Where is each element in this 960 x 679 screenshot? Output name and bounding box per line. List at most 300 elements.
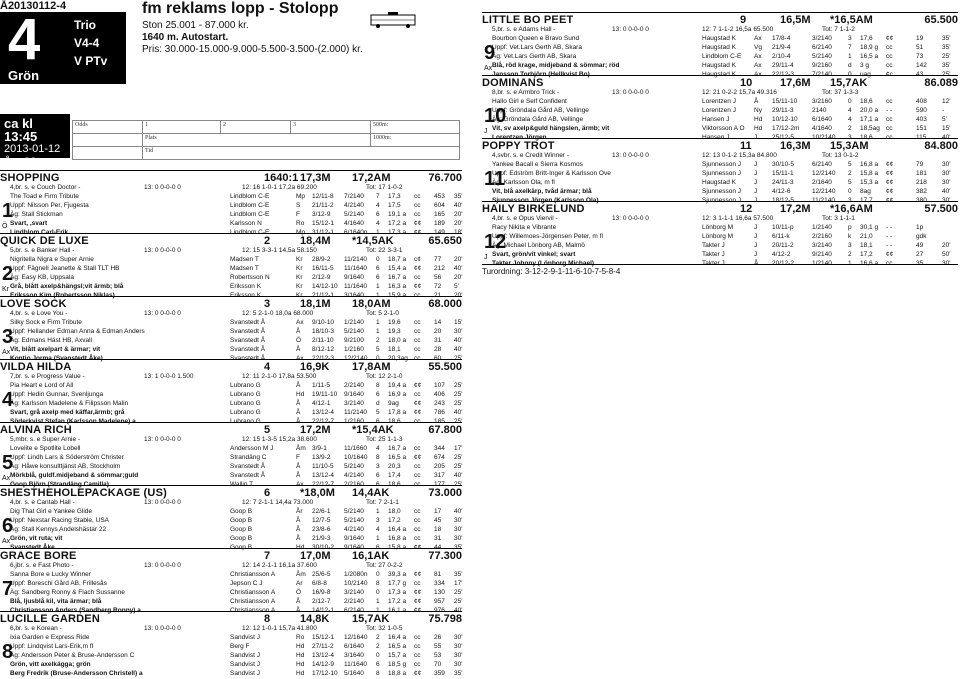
start-plc: 0 xyxy=(376,652,380,659)
race-condition-line: Pris: 30.000-15.000-9.000-5.500-3.500-(2.000) kr. xyxy=(142,44,363,55)
horse-header xyxy=(0,611,462,624)
start-tr: Hansen J xyxy=(702,134,730,141)
horse-summary xyxy=(10,499,462,508)
horse-detail-row xyxy=(10,508,462,517)
start-pos: Ro xyxy=(296,220,305,227)
horse-detail-row xyxy=(10,319,462,328)
start-pr: 25' xyxy=(454,463,463,470)
start-pos: Ar xyxy=(296,580,303,587)
horse-entry xyxy=(0,611,463,677)
summary-field: 4,br. s. e Couch Doctor - xyxy=(10,184,81,191)
horse-entry xyxy=(0,296,463,362)
horse-detail-row xyxy=(10,571,462,580)
start-dst: 5/2140 xyxy=(344,463,364,470)
start-odd: 21 xyxy=(434,292,442,299)
horse-entry xyxy=(482,201,958,267)
start-tim: 30,1 g xyxy=(860,224,879,231)
start-odd: 317 xyxy=(434,472,445,479)
start-plc: 6 xyxy=(376,391,380,398)
start-shoe: ¢¢ xyxy=(414,283,422,290)
start-shoe: cc xyxy=(414,193,421,200)
start-odd: 81 xyxy=(434,571,442,578)
start-shoe: ¢¢ xyxy=(414,589,422,596)
start-pr: 25' xyxy=(942,71,951,78)
start-pos: Hd xyxy=(296,544,305,551)
horse-detail-row xyxy=(10,211,462,220)
horse-start-number: 6 xyxy=(264,487,271,499)
start-plc: 3 xyxy=(848,197,852,204)
start-pr: 30' xyxy=(454,634,463,641)
start-odd: 957 xyxy=(434,598,445,605)
start-dst: 3/2140 xyxy=(344,589,364,596)
horse-detail-info: Svanstedt Åke xyxy=(10,544,55,551)
horse-detail-info: Uppf: Fägnell Jeanette & Stall TLT HB xyxy=(10,265,120,272)
start-tim: uag xyxy=(860,71,871,78)
start-dst: 3/2140 xyxy=(812,242,832,249)
start-odd: 26 xyxy=(434,634,442,641)
start-tim: 17,7 xyxy=(860,197,873,204)
start-plc: 0 xyxy=(848,188,852,195)
start-tr: Svanstedt Å xyxy=(230,472,266,479)
start-pos: Å xyxy=(296,517,301,524)
start-dst: 6/1640 xyxy=(812,116,832,123)
horse-summary xyxy=(492,215,958,224)
start-odd: 56 xyxy=(434,274,442,281)
start-pos: Kr xyxy=(296,256,303,263)
start-pos: S xyxy=(296,202,301,209)
start-plc: 1 xyxy=(376,328,380,335)
start-tr: Madsen T xyxy=(230,256,259,263)
start-shoe: c¢ xyxy=(414,256,421,263)
start-shoe: cc xyxy=(414,535,421,542)
start-dst: 9/1640 xyxy=(344,391,364,398)
start-pos: Å xyxy=(754,98,759,105)
start-odd: 79 xyxy=(916,161,924,168)
start-dst: 1/2140 xyxy=(344,319,364,326)
start-odd: 77 xyxy=(434,256,442,263)
summary-field: 5,br. s. e Banker Hall - xyxy=(10,247,75,254)
start-tim: 18,6 xyxy=(388,481,401,488)
start-plc: 1 xyxy=(376,607,380,614)
start-odd: 344 xyxy=(434,445,445,452)
summary-field: 13: 0 0-0-0 0 xyxy=(612,152,649,159)
start-plc: 7 xyxy=(848,44,852,51)
horse-detail-info: Nigritella Nigra e Super Arnie xyxy=(10,256,94,263)
start-pos: Ax xyxy=(296,355,304,362)
horse-record-auto: 15,7AK xyxy=(352,613,390,625)
start-plc: 8 xyxy=(376,454,380,461)
start-shoe: cc xyxy=(414,526,421,533)
start-tr: Christiansson A xyxy=(230,571,276,578)
start-dat: 17/12-10 xyxy=(312,670,338,677)
start-pr: 5' xyxy=(454,283,459,290)
start-pos: Kr xyxy=(296,292,303,299)
start-pr: 40' xyxy=(454,265,463,272)
start-dst: 1/2160 xyxy=(344,418,364,425)
horse-entry xyxy=(0,485,463,551)
start-tim: 19,1 a xyxy=(388,211,407,218)
start-pr: 18' xyxy=(454,229,463,236)
start-pos: Å xyxy=(296,463,301,470)
horse-side-code: Ax xyxy=(2,475,11,482)
horse-post-number: 12 xyxy=(484,231,507,253)
horse-detail-info: Lindblom Carl-Erik xyxy=(10,229,69,236)
start-dat: 4/12-1 xyxy=(312,400,331,407)
odds-col-3: 3 xyxy=(291,121,371,134)
start-tim: 17,2 a xyxy=(388,598,407,605)
start-dst: 3/2160 xyxy=(812,98,832,105)
start-tim: 16,9 a xyxy=(388,391,407,398)
start-shoe: cc xyxy=(414,337,421,344)
start-odd: 107 xyxy=(434,382,445,389)
horse-start-number: 1640:1 xyxy=(264,172,299,184)
start-pos: Ny xyxy=(754,107,762,114)
horse-detail-row xyxy=(492,161,958,170)
race-condition-line: Ston 25.001 - 87.000 kr. xyxy=(142,20,249,31)
race-number: 4 xyxy=(8,7,41,72)
start-shoe: cc xyxy=(414,445,421,452)
horse-detail-info: Uppf: Edström Britt-Inger & Karlsson Ove xyxy=(492,170,611,177)
horse-record-auto: 15,3AM xyxy=(830,140,869,152)
horse-list-left xyxy=(0,0,463,677)
start-pos: Ax xyxy=(296,481,304,488)
horse-detail-row xyxy=(492,242,958,251)
start-dst: 7/2140 xyxy=(344,193,364,200)
start-pr: 35' xyxy=(454,571,463,578)
horse-detail-info: Svart, grå axelp med käffar,ärmb; grå xyxy=(10,409,125,416)
horse-header xyxy=(0,170,462,183)
start-odd: 212 xyxy=(434,265,445,272)
start-pr: 25' xyxy=(454,589,463,596)
horse-earnings: 86.089 xyxy=(924,77,958,89)
horse-entry xyxy=(0,170,463,236)
start-pos: J xyxy=(754,251,758,258)
start-tim: 18,9 g xyxy=(860,44,879,51)
start-pos: J xyxy=(754,188,758,195)
start-odd: 45 xyxy=(434,517,442,524)
horse-header xyxy=(482,12,958,25)
horse-detail-row xyxy=(10,670,462,679)
start-odd: 70 xyxy=(434,661,442,668)
start-pr: 30' xyxy=(942,170,951,177)
start-odd: 53 xyxy=(434,652,442,659)
start-shoe: ¢¢ xyxy=(414,400,422,407)
horse-detail-info: Yankee Bacall e Sierra Kosmos xyxy=(492,161,583,168)
horse-detail-row xyxy=(10,391,462,400)
start-dst: 10/1640 xyxy=(344,454,368,461)
start-pr: 25' xyxy=(454,400,463,407)
horse-entry xyxy=(0,233,463,299)
start-tim: 9ag xyxy=(388,400,399,407)
start-dst: 5/2140 xyxy=(344,517,364,524)
start-plc: 1 xyxy=(376,292,380,299)
horse-record-auto: 14,4AK xyxy=(352,487,390,499)
start-tim: 19,6 xyxy=(388,319,401,326)
start-dst: 11/2140 xyxy=(812,197,836,204)
start-tr: Lorentzen J xyxy=(702,107,736,114)
horse-name: ALVINA RICH xyxy=(0,424,72,436)
start-dst: 6/2140 xyxy=(812,161,832,168)
start-tim: 16,7 a xyxy=(388,445,407,452)
start-pr: 25' xyxy=(454,391,463,398)
start-tim: 16,8 a xyxy=(860,161,879,168)
start-pr: 30' xyxy=(454,652,463,659)
start-tr: Goop B xyxy=(230,535,253,542)
start-tr: Lubrano G xyxy=(230,391,261,398)
horse-detail-info: Svart, grön/vit vinkel; svart xyxy=(492,251,576,258)
split-1000m: 1000m: xyxy=(371,134,460,147)
start-pr: 40' xyxy=(454,472,463,479)
horse-detail-info: Mörkblå, guldf.midjeband & sömmar;guld xyxy=(10,472,139,479)
start-shoe: cc xyxy=(414,508,421,515)
horse-detail-row xyxy=(10,472,462,481)
horse-detail-info: Hallo Girl e Self Confident xyxy=(492,98,567,105)
horse-entry xyxy=(482,138,958,204)
horse-post-number: 8 xyxy=(2,641,14,663)
start-odd: 35 xyxy=(916,260,924,267)
start-dst: 5/2140 xyxy=(344,508,364,515)
summary-field: Tot: 17 1-0-2 xyxy=(366,184,403,191)
start-tr: Takter J xyxy=(702,260,725,267)
start-dst: 11/2140 xyxy=(344,256,368,263)
horse-detail-info: Uppf: Lindqvist Lars-Erik,m fl xyxy=(10,643,94,650)
horse-header xyxy=(482,138,958,151)
start-pr: 30' xyxy=(942,179,951,186)
start-tr: Haugstad K xyxy=(702,35,736,42)
start-shoe: ¢¢ xyxy=(886,179,894,186)
start-pr: 30' xyxy=(454,535,463,542)
start-shoe: ¢¢ xyxy=(414,544,422,551)
start-dat: 15/12-1 xyxy=(312,634,335,641)
start-tim: 18,5ag xyxy=(860,125,880,132)
start-plc: 3 xyxy=(848,35,852,42)
start-dst: 12/2140 xyxy=(344,355,368,362)
horse-detail-row xyxy=(10,634,462,643)
start-pr: 25' xyxy=(454,481,463,488)
start-dat: 10/12-10 xyxy=(772,116,798,123)
start-tim: 17,4 xyxy=(388,472,401,479)
start-dat: 2/12-9 xyxy=(312,274,331,281)
horse-start-number: 4 xyxy=(264,361,271,373)
start-pr: 25' xyxy=(942,53,951,60)
start-pos: J xyxy=(754,197,758,204)
start-pos: J xyxy=(754,161,758,168)
race-condition-line: 1640 m. Autostart. xyxy=(142,32,229,43)
start-pr: 40' xyxy=(454,346,463,353)
start-tim: 16,5 a xyxy=(388,454,407,461)
start-tr: Lubrano G xyxy=(230,409,261,416)
start-pos: Åm xyxy=(296,445,306,452)
start-shoe: ¢¢ xyxy=(414,454,422,461)
start-dst: 11/1640 xyxy=(344,265,368,272)
start-pr: 15' xyxy=(942,125,951,132)
start-tim: 17,8 a xyxy=(388,409,407,416)
start-tr: Christiansson A xyxy=(230,607,276,614)
start-dat: 6/8-8 xyxy=(312,580,327,587)
start-pos: Ax xyxy=(754,71,762,78)
start-tr: Sjunnesson J xyxy=(702,161,742,168)
start-pos: Hd xyxy=(296,643,305,650)
horse-detail-info: Uppf: Boreschi Gård AB, Frillesås xyxy=(10,580,107,587)
horse-detail-info: Bourbon Queen e Bravo Sund xyxy=(492,35,580,42)
horse-detail-row xyxy=(10,643,462,652)
horse-detail-row xyxy=(10,463,462,472)
start-dst: 2/2160 xyxy=(812,233,832,240)
horse-post-number: 1 xyxy=(2,200,14,222)
summary-field: Tot: 22 3-3-1 xyxy=(366,247,403,254)
horse-name: LITTLE BO PEET xyxy=(482,14,574,26)
start-plc: p xyxy=(848,224,852,231)
summary-field: Tot: 3 1-1-1 xyxy=(822,215,855,222)
start-tr: Sandvist J xyxy=(230,652,260,659)
horse-detail-info: Vit, blått axelpart & ärmar; vit xyxy=(10,346,101,353)
start-pr: 20' xyxy=(454,211,463,218)
race-color: Grön xyxy=(8,68,40,83)
start-tr: Sandvist J xyxy=(230,670,260,677)
horse-record-auto: *16,5AM xyxy=(830,14,873,26)
start-pr: 20' xyxy=(454,220,463,227)
horse-start-number: 9 xyxy=(740,14,747,26)
start-shoe: cc xyxy=(886,125,893,132)
horse-detail-info: Racy Nikita e Vibrante xyxy=(492,224,557,231)
start-tim: 17,3 a xyxy=(388,229,407,236)
horse-record: 17,6M xyxy=(780,77,811,89)
start-dat: 21/9-3 xyxy=(312,535,331,542)
start-odd: 243 xyxy=(434,400,445,407)
horse-start-number: 11 xyxy=(740,140,752,152)
start-odd: 403 xyxy=(916,116,927,123)
start-plc: 6 xyxy=(376,661,380,668)
summary-field: Tot: 32 1-0-5 xyxy=(366,625,403,632)
start-tim: 18,6 xyxy=(860,98,873,105)
summary-field: Tot: 12 2-1-0 xyxy=(366,373,403,380)
horse-entry xyxy=(482,12,958,78)
start-pos: J xyxy=(754,224,758,231)
start-tr: Svanstedt Å xyxy=(230,346,266,353)
start-pos: Kr xyxy=(296,283,303,290)
horse-record-auto: 17,2AM xyxy=(352,172,391,184)
start-odd: 205 xyxy=(434,463,445,470)
horse-summary xyxy=(492,26,958,35)
start-dat: 14/12-1 xyxy=(312,607,335,614)
start-plc: 5 xyxy=(376,346,380,353)
horse-detail-row xyxy=(492,188,958,197)
horse-side-code: J xyxy=(484,128,488,135)
start-pr: 17' xyxy=(454,445,463,452)
horse-record-auto: 16,1AK xyxy=(352,550,390,562)
start-tim: 15,9 a xyxy=(388,292,407,299)
horse-record-auto: *16,6AM xyxy=(830,203,873,215)
horse-header xyxy=(0,485,462,498)
horse-detail-row xyxy=(10,337,462,346)
horse-earnings: 55.500 xyxy=(428,361,462,373)
start-shoe: cc xyxy=(414,391,421,398)
start-pr: 40' xyxy=(942,134,951,141)
horse-detail-info: Äg: Stall Kennys Andelshästar 22 xyxy=(10,526,107,533)
summary-field: 5,mbr. s. e Super Arnie - xyxy=(10,436,81,443)
start-pos: Hd xyxy=(296,670,305,677)
start-plc: 1 xyxy=(848,260,852,267)
summary-field: 12: 15 3-3-1 14,5a 58.150 xyxy=(242,247,317,254)
start-dat: 25/12-5 xyxy=(772,134,795,141)
start-dst: 2/1640 xyxy=(812,179,832,186)
horse-detail-info: Uppf: Nexstar Racing Stable, USA xyxy=(10,517,109,524)
horse-summary xyxy=(10,562,462,571)
start-shoe: cc xyxy=(414,211,421,218)
start-pr: 30' xyxy=(454,526,463,533)
horse-post-number: 7 xyxy=(2,578,14,600)
horse-detail-info: Pia Heart e Lord of All xyxy=(10,382,74,389)
start-plc: d xyxy=(848,62,852,69)
start-odd: 604 xyxy=(434,202,445,209)
horse-post-number: 3 xyxy=(2,326,14,348)
start-tim: 17,2 a xyxy=(388,220,407,227)
start-tim: 19,3 xyxy=(388,328,401,335)
start-shoe: ¢¢ xyxy=(414,265,422,272)
start-tr: Haugstad K xyxy=(702,179,736,186)
start-odd: 453 xyxy=(434,193,445,200)
start-plc: 2 xyxy=(376,337,380,344)
start-tim: 16,1 a xyxy=(388,607,407,614)
start-tim: 16,5 a xyxy=(860,53,879,60)
horse-detail-row xyxy=(10,400,462,409)
start-dat: 13/12-4 xyxy=(312,409,335,416)
start-dst: 5/2140 xyxy=(344,211,364,218)
start-dat: 3/12-9 xyxy=(312,211,331,218)
start-odd: 142 xyxy=(916,62,927,69)
start-tim: 39,3 a xyxy=(388,571,407,578)
horse-detail-row xyxy=(10,517,462,526)
start-dst: 3/2140 xyxy=(344,400,364,407)
horse-post-number: 2 xyxy=(2,263,14,285)
start-tim: 18,6 xyxy=(388,418,401,425)
start-dst: 2140 xyxy=(812,107,827,114)
horse-detail-info: Kontio Jorma (Svanstedt Åke) xyxy=(10,355,103,362)
horse-name: LUCILLE GARDEN xyxy=(0,613,100,625)
summary-field: 13: 0 0-0-0 0 xyxy=(144,499,181,506)
start-tim: 16,5 a xyxy=(388,643,407,650)
horse-start-number: 2 xyxy=(264,235,271,247)
start-dat: 15/12-1 xyxy=(312,220,335,227)
start-dat: 18/10-3 xyxy=(312,328,335,335)
horse-header xyxy=(0,296,462,309)
horse-detail-info: Äg: Vet.Lars Gerth AB, Skara xyxy=(492,53,577,60)
horse-detail-info: Äg: Sandberg Ronny & Flach Sussanne xyxy=(10,589,125,596)
start-shoe: cc xyxy=(886,260,893,267)
start-shoe: cc xyxy=(414,202,421,209)
horse-detail-info: Uppf: Nilsson Per, Fjugesta xyxy=(10,202,89,209)
start-tim: 17,3 xyxy=(388,193,401,200)
start-odd: 151 xyxy=(916,125,927,132)
start-tr: Hansen J xyxy=(702,116,730,123)
start-dat: 31/12-1 xyxy=(312,229,335,236)
start-odd: 181 xyxy=(916,170,927,177)
summary-field: 6,br. s. e Korean - xyxy=(10,625,62,632)
start-pr: 40' xyxy=(454,202,463,209)
horse-earnings: 73.000 xyxy=(428,487,462,499)
start-tr: Svanstedt Å xyxy=(230,463,266,470)
horse-name: GRACE BORE xyxy=(0,550,77,562)
start-tr: Strandäng C xyxy=(230,454,267,461)
start-tim: 18,0 a xyxy=(388,337,407,344)
start-pos: Ö xyxy=(296,337,302,344)
start-pos: Hd xyxy=(296,652,305,659)
start-dat: 21/9-4 xyxy=(772,44,791,51)
horse-detail-row xyxy=(492,98,958,107)
start-odd: 130 xyxy=(434,589,445,596)
start-dst: 6/1640n xyxy=(344,229,368,236)
start-plc: 4 xyxy=(376,202,380,209)
